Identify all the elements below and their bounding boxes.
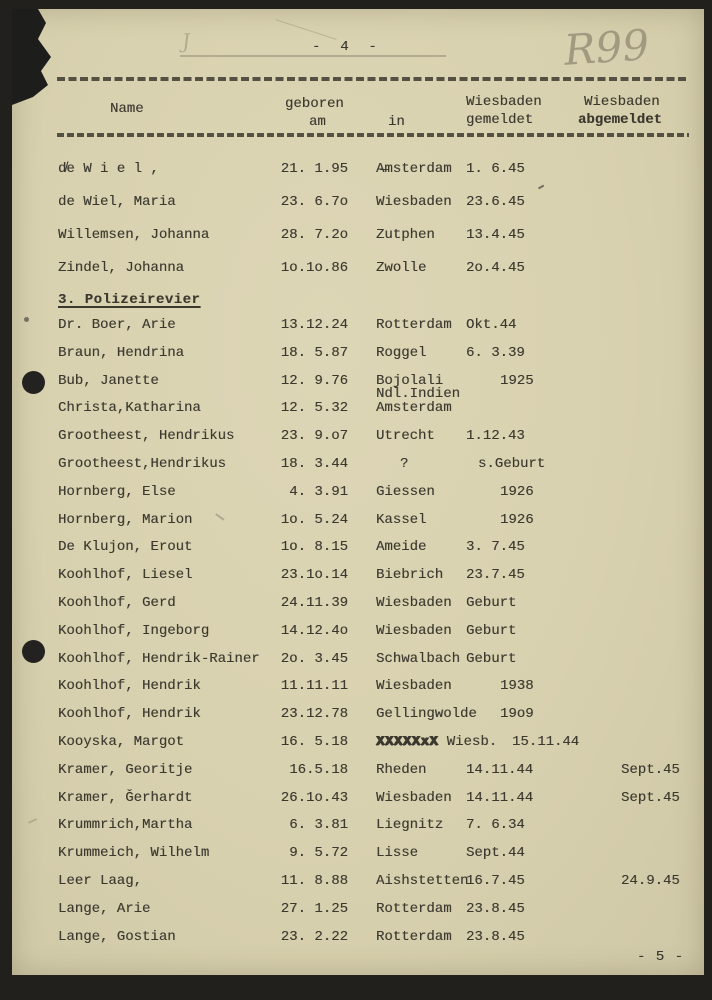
row-gemeldet-date: 1926: [500, 483, 534, 500]
row-born-date: 16. 5.18: [280, 734, 348, 750]
ink-speck: [24, 317, 29, 322]
column-header-am: am: [309, 114, 326, 130]
row-birth-place: Roggel: [376, 344, 427, 361]
row-gemeldet-date: 1. 6.45: [466, 161, 525, 177]
dashed-rule-top: [57, 77, 689, 81]
row-born-date: 24.11.39: [280, 595, 348, 611]
row-born-date: 11.11.11: [280, 678, 348, 695]
table-row: [12, 817, 704, 845]
column-header-geboren: geboren: [285, 96, 344, 112]
row-birth-place: Schwalbach: [376, 650, 461, 667]
row-birth-place: Utrecht: [376, 428, 435, 445]
hole-punch-lower: [22, 640, 45, 663]
row-born-date: 27. 1.25: [280, 900, 348, 917]
table-row: [12, 929, 704, 957]
row-abgemeldet-date: Sept.45: [621, 789, 680, 806]
row-birth-place: Rotterdam: [376, 317, 452, 333]
table-row: [12, 400, 704, 428]
row-name: Koohlhof, Ingeborg: [58, 622, 210, 639]
row-birth-place: Ameide: [376, 539, 427, 556]
row-name: de Wiel, Maria: [58, 194, 176, 210]
row-birth-place-line2: Ndl.Indien: [376, 385, 461, 402]
row-born-date: 14.12.4o: [280, 622, 348, 639]
row-gemeldet-date: Okt.44: [466, 317, 517, 333]
row-gemeldet-date: Sept.44: [466, 845, 525, 862]
row-birth-place: Wiesbaden: [376, 194, 452, 210]
row-gemeldet-date: s.Geburt: [478, 456, 546, 472]
row-name: Willemsen, Johanna: [58, 227, 210, 243]
column-header-gemeldet: gemeldet: [466, 112, 534, 128]
table-row: [12, 456, 704, 484]
row-born-date: 23. 6.7o: [280, 194, 348, 210]
table-row: [12, 227, 704, 255]
page-number-bottom: - 5 -: [637, 949, 685, 965]
row-name: Christa,Katharina: [58, 400, 201, 417]
row-born-date: 2o. 3.45: [280, 650, 348, 667]
table-row: [12, 161, 704, 189]
column-header-name: Name: [110, 101, 144, 117]
table-row: [12, 845, 704, 873]
row-born-date: 11. 8.88: [280, 873, 348, 889]
row-name: Koohlhof, Gerd: [58, 595, 176, 611]
row-name: Grootheest, Hendrikus: [58, 428, 235, 445]
row-born-date: 23. 9.o7: [280, 428, 348, 445]
row-gemeldet-date: 23.7.45: [466, 567, 525, 584]
page-number-top: - 4 -: [312, 39, 378, 55]
table-row: [12, 373, 704, 401]
table-row: [12, 539, 704, 567]
row-born-date: 16.5.18: [289, 761, 348, 778]
row-birth-place: Gellingwolde: [376, 706, 477, 723]
row-gemeldet-date: 1938: [500, 678, 534, 695]
row-name: Koohlhof, Hendrik: [58, 706, 201, 723]
row-name: Zindel, Johanna: [58, 260, 185, 276]
row-gemeldet-date: 7. 6.34: [466, 817, 525, 834]
row-name: Lange, Gostian: [58, 928, 176, 945]
row-birth-place: Zutphen: [376, 227, 435, 243]
row-born-date: 18. 3.44: [280, 456, 348, 472]
row-birth-place: Aishstetten: [376, 873, 469, 889]
row-birth-place: Giessen: [376, 483, 435, 500]
row-name: Koohlhof, Liesel: [58, 567, 193, 584]
row-born-date: 23.12.78: [280, 706, 348, 723]
column-header-abgemeldet-city: Wiesbaden: [584, 94, 660, 110]
table-row: [12, 623, 704, 651]
table-row: [12, 706, 704, 734]
row-birth-place: Wiesbaden: [376, 622, 452, 639]
pencil-j-mark: J: [181, 28, 191, 54]
pencil-diagonal-stroke: [275, 19, 336, 40]
table-row: [12, 734, 704, 762]
row-gemeldet-date: 1.12.43: [466, 428, 525, 445]
handwritten-mark: R99: [562, 20, 651, 75]
dashed-rule-under-header: [57, 133, 689, 137]
row-gemeldet-date: 23.6.45: [466, 194, 525, 210]
row-birth-place: Wiesbaden: [376, 789, 452, 806]
row-birth-place: Wiesbaden: [376, 678, 452, 695]
row-born-date: 1o. 8.15: [280, 539, 348, 556]
row-gemeldet-date: Geburt: [466, 650, 517, 667]
row-name: Grootheest,Hendrikus: [58, 456, 227, 472]
row-name: Hornberg, Else: [58, 483, 176, 500]
row-born-date: 4. 3.91: [289, 483, 348, 500]
table-row: [12, 873, 704, 901]
row-birth-place: XXXXXxX Wiesb.: [376, 734, 498, 750]
row-gemeldet-date: Geburt: [466, 595, 517, 611]
row-name: Dr. Boer, Arie: [58, 317, 176, 333]
row-name: d̸e W i e l ,: [58, 161, 159, 177]
column-header-abgemeldet: abgemeldet: [578, 112, 663, 128]
section-heading: 3. Polizeirevier: [58, 292, 201, 308]
row-gemeldet-date: 19o9: [500, 706, 534, 723]
table-row: [12, 567, 704, 595]
row-born-date: 26.1o.43: [280, 789, 348, 806]
torn-corner: [12, 9, 56, 109]
row-gemeldet-date: 16.7.45: [466, 873, 525, 889]
row-birth-place: Wiesbaden: [376, 595, 452, 611]
row-gemeldet-date: Geburt: [466, 622, 517, 639]
struck-out-text: XXXXXxX: [376, 734, 439, 750]
pencil-line: [180, 55, 446, 57]
row-born-date: 23.1o.14: [280, 567, 348, 584]
document-page: [12, 9, 704, 975]
row-name: Koohlhof, Hendrik: [58, 678, 201, 695]
row-gemeldet-date: 14.11.44: [466, 761, 534, 778]
table-row: [12, 512, 704, 540]
row-born-date: 12. 5.32: [280, 400, 348, 417]
row-abgemeldet-date: Sept.45: [621, 761, 680, 778]
row-gemeldet-date: 3. 7.45: [466, 539, 525, 556]
row-gemeldet-date: 23.8.45: [466, 900, 525, 917]
row-name: Krummeich, Wilhelm: [58, 845, 210, 862]
row-gemeldet-date: 1925: [500, 372, 534, 389]
row-name: Bub, Janette: [58, 372, 159, 389]
row-gemeldet-date: 1926: [500, 511, 534, 528]
row-gemeldet-date: 13.4.45: [466, 227, 525, 243]
row-name: Kramer, Ǧerhardt: [58, 789, 193, 806]
row-born-date: 6. 3.81: [289, 817, 348, 834]
row-name: Krummrich,Martha: [58, 817, 193, 834]
row-name: Braun, Hendrina: [58, 344, 185, 361]
row-gemeldet-date: 6. 3.39: [466, 344, 525, 361]
row-born-date: 13.12.24: [280, 317, 348, 333]
table-row: [12, 595, 704, 623]
row-birth-place: Kassel: [376, 511, 427, 528]
row-name: Kooyska, Margot: [58, 734, 185, 750]
row-birth-place: Rotterdam: [376, 900, 452, 917]
row-gemeldet-date: 23.8.45: [466, 928, 525, 945]
row-birth-place: ?: [400, 456, 409, 472]
row-birth-place: A̶msterdam: [376, 161, 452, 177]
row-birth-place: Liegnitz: [376, 817, 444, 834]
table-row: [12, 194, 704, 222]
hole-punch-upper: [22, 371, 45, 394]
table-row: [12, 484, 704, 512]
row-born-date: 12. 9.76: [280, 372, 348, 389]
row-born-date: 9. 5.72: [289, 845, 348, 862]
row-name: Leer Laag,: [58, 873, 143, 889]
column-header-in: in: [388, 114, 405, 130]
row-born-date: 23. 2.22: [280, 928, 348, 945]
table-row: [12, 428, 704, 456]
row-name: Kramer, Georitje: [58, 761, 193, 778]
row-birth-place: Amsterdam: [376, 400, 452, 417]
row-name: Koohlhof, Hendrik-Rainer: [58, 650, 260, 667]
row-gemeldet-date: 2o.4.45: [466, 260, 525, 276]
table-row: [12, 260, 704, 288]
row-name: De Klujon, Erout: [58, 539, 193, 556]
table-row: [12, 345, 704, 373]
row-born-date: 21. 1.95: [280, 161, 348, 177]
row-birth-place: Zwolle: [376, 260, 427, 276]
row-birth-place: Lisse: [376, 845, 419, 862]
row-abgemeldet-date: 24.9.45: [621, 873, 680, 889]
row-born-date: 28. 7.2o: [280, 227, 348, 243]
row-birth-place: Rheden: [376, 761, 427, 778]
row-birth-place: Biebrich: [376, 567, 444, 584]
table-row: [12, 901, 704, 929]
table-row: [12, 762, 704, 790]
row-born-date: 18. 5.87: [280, 344, 348, 361]
table-row: [12, 678, 704, 706]
row-born-date: 1o.1o.86: [280, 260, 348, 276]
row-gemeldet-date: 15.11.44: [512, 734, 580, 750]
row-name: Lange, Arie: [58, 900, 151, 917]
row-born-date: 1o. 5.24: [280, 511, 348, 528]
table-row: [12, 790, 704, 818]
table-row: [12, 317, 704, 345]
row-gemeldet-date: 14.11.44: [466, 789, 534, 806]
row-name: Hornberg, Marion: [58, 511, 193, 528]
row-birth-place: Bojolali Ndl.Indien: [376, 372, 461, 402]
table-row: [12, 651, 704, 679]
column-header-gemeldet-city: Wiesbaden: [466, 94, 542, 110]
row-birth-place: Rotterdam: [376, 928, 452, 945]
